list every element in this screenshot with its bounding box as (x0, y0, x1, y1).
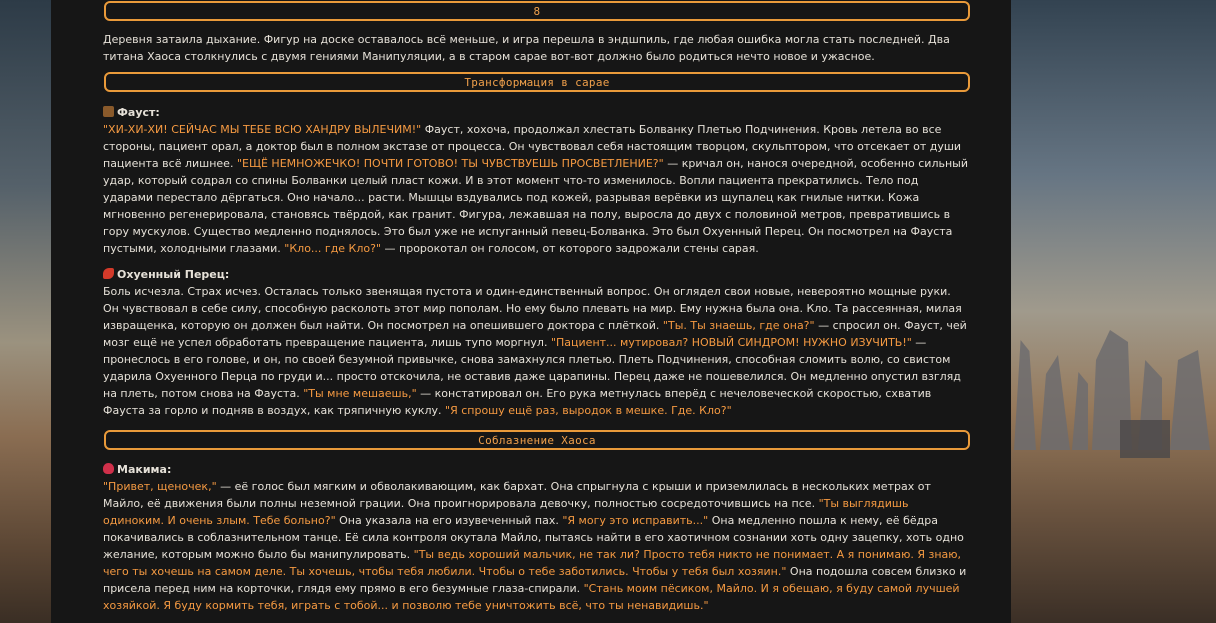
quote: "Ты выглядишь одиноким. И очень злым. Тебе больно?" (103, 497, 909, 527)
narration: — пронеслось в его голове, и он, по своей безумной привычке, снова замахнулся плетью. Плеть Подчинения, способная сломить волю, со свистом ударила Охуенного Перца по груди и... просто отскочила, не оставив даже царапины. Перец даже не пошевелился. Он медленно опустил взгляд на плеть, потом снова на Фауста. (103, 336, 961, 400)
makima-block (103, 461, 969, 614)
background-left-landscape (0, 0, 52, 623)
narration: — кричал он, нанося очередной, особенно сильный удар, который содрал со спины Болванки целый пласт кожи. И в этот момент что-то изменилось. Вопли пациента прекратились. Тело под ударами перестало дёргаться. Оно начало... расти. Мышцы вздувались под кожей, разрывая верёвки из щупалец как гнилые нитки. Кожа мгновенно регенерировала, становясь твёрдой, как гранит. Фигура, лежавшая на полу, выросла до двух с половиной метров, превратившись в гору мускулов. Существо медленно поднялось. Это был уже не испуганный певец-Болванка. Это был Охуенный Перец. Он посмотрел на Фауста пустыми, холодными глазами. (103, 157, 968, 255)
quote: "Привет, щеночек," (103, 480, 217, 493)
narration: — констатировал он. Его рука метнулась вперёд с нечеловеческой скоростью, схватив Фауста за горло и подняв в воздух, как тряпичную куклу. (103, 387, 932, 417)
background-right-landscape (1010, 0, 1216, 623)
quote: "Я спрошу ещё раз, выродок в мешке. Где. Кло?" (445, 404, 732, 417)
narration: — её голос был мягким и обволакивающим, как бархат. Она спрыгнула с крыши и приземлилась в нескольких метрах от Майло, её движения были полны неземной грации. Она проигнорировала девочку, полностью сосредоточившись на псе. (103, 480, 931, 510)
quote: "Ты ведь хороший мальчик, не так ли? Просто тебя никто не понимает. А я понимаю. Я знаю, чего ты хочешь на самом деле. Ты хочешь, чтобы тебя любили. Чтобы о тебе заботились. Чтобы у тебя был хозяин." (103, 548, 962, 578)
chat-content-panel (51, 0, 1011, 623)
section-heading-barn (104, 72, 970, 92)
narration: Она медленно пошла к нему, её бёдра покачивались в соблазнительном танце. Её сила контроля окутала Майло, пытаясь найти в его хаотичном сознании хоть одну зацепку, хоть одно желание, которым можно было бы манипулировать. (103, 514, 964, 561)
quote: "ЕЩЁ НЕМНОЖЕЧКО! ПОЧТИ ГОТОВО! ТЫ ЧУВСТВУЕШЬ ПРОСВЕТЛЕНИЕ?" (236, 157, 664, 170)
quote: "Стань моим пёсиком, Майло. И я обещаю, я буду самой лучшей хозяйкой. Я буду кормить тебя, играть с тобой... и позволю тебе уничтожить всё, что ты ненавидишь." (103, 582, 960, 612)
quote: "Я могу это исправить..." (562, 514, 709, 527)
pepper-block (103, 266, 969, 419)
faust-text (103, 121, 969, 257)
section-heading-chaos (104, 430, 970, 450)
narration: Она подошла совсем близко и присела перед ним на корточки, глядя ему прямо в его безумные глаза-спирали. (103, 565, 967, 595)
chapter-number-heading (104, 1, 970, 21)
section-title-chaos: Соблазнение Хаоса (478, 433, 596, 447)
quote: "Ты мне мешаешь," (303, 387, 417, 400)
pepper-text (103, 283, 969, 419)
chili-pepper-icon (103, 268, 114, 279)
section-title-barn: Трансформация в сарае (464, 75, 610, 89)
speaker-makima: Макима: (117, 463, 172, 476)
quote: "Ты. Ты знаешь, где она?" (662, 319, 815, 332)
quote: "Пациент... мутировал? НОВЫЙ СИНДРОМ! НУЖНО ИЗУЧИТЬ!" (550, 336, 912, 349)
kiss-lips-icon (103, 463, 114, 474)
intro-paragraph: Деревня затаила дыхание. Фигур на доске оставалось всё меньше, и игра перешла в эндшпиль, где любая ошибка могла стать последней. Два титана Хаоса столкнулись с двумя гениями Манипуляции, а в старом сарае вот-вот должно было родиться нечто новое и ужасное. (103, 33, 950, 63)
speaker-pepper: Охуенный Перец: (117, 268, 230, 281)
quote: "Кло... где Кло?" (284, 242, 382, 255)
chapter-number: 8 (533, 4, 541, 18)
narration: Она указала на его изувеченный пах. (335, 514, 563, 527)
narration: — спросил он. Фауст, чей мозг ещё не успел обработать превращение пациента, лишь тупо моргнул. (103, 319, 967, 349)
narration: Фауст, хохоча, продолжал хлестать Болванку Плетью Подчинения. Кровь летела во все стороны, пациент орал, а доктор был в полном экстазе от процесса. Он чувствовал себя настоящим творцом, скульптором, что отсекает от души пациента всё лишнее. (103, 123, 962, 170)
makima-text (103, 478, 969, 614)
faust-block (103, 104, 969, 257)
narration: — пророкотал он голосом, от которого задрожали стены сарая. (381, 242, 759, 255)
narration: Боль исчезла. Страх исчез. Осталась только звенящая пустота и один-единственный вопрос. Он оглядел свои новые, невероятно мощные руки. Он чувствовал в себе силу, способную расколоть этот мир пополам. Но ему было плевать на мир. Ему нужна была она. Кло. Та рассеянная, милая извращенка, которую он должен был найти. Он посмотрел на опешившего доктора с плёткой. (103, 285, 962, 332)
briefcase-icon (103, 106, 114, 117)
quote: "ХИ-ХИ-ХИ! СЕЙЧАС МЫ ТЕБЕ ВСЮ ХАНДРУ ВЫЛЕЧИМ!" (103, 123, 422, 136)
speaker-faust: Фауст: (117, 106, 160, 119)
